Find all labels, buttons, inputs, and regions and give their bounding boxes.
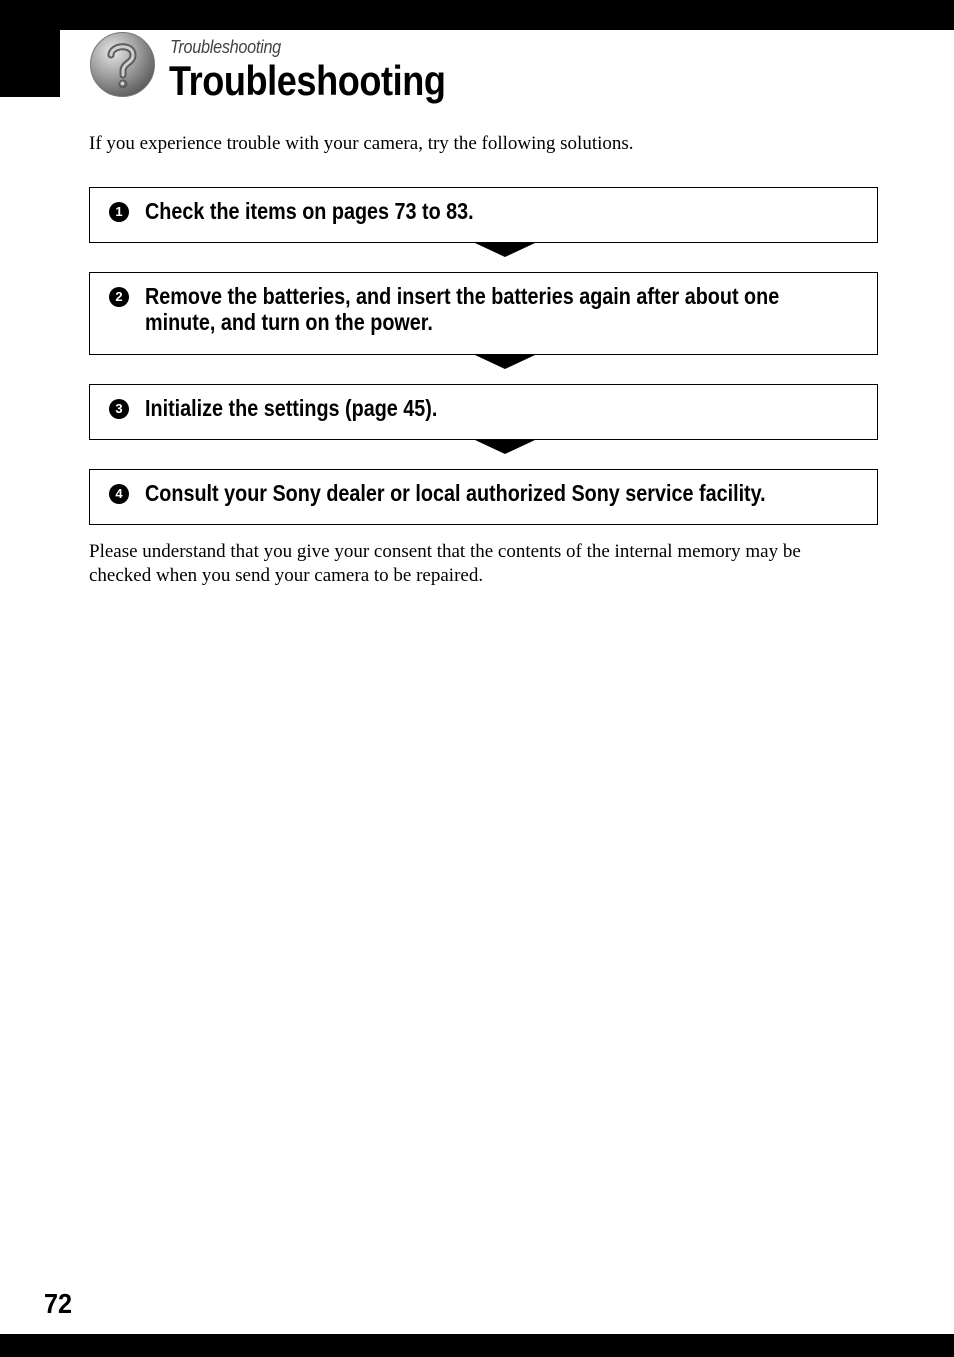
- flow-arrow-down: [475, 440, 535, 454]
- bottom-bar: [0, 1334, 954, 1357]
- step-1-box: [89, 187, 878, 243]
- step-number-badge: 2: [109, 287, 129, 307]
- section-tab: [0, 0, 60, 97]
- step-text: Check the items on pages 73 to 83.: [145, 198, 474, 224]
- breadcrumb: Troubleshooting: [170, 37, 281, 57]
- step-2-box: [89, 272, 878, 355]
- consent-note: Please understand that you give your consent that the contents of the internal memory may be checked when you send your camera to be repaired.: [89, 541, 801, 586]
- step-4-box: [89, 469, 878, 525]
- question-mark-icon: [89, 31, 156, 98]
- step-3-box: [89, 384, 878, 440]
- step-number-badge: 3: [109, 399, 129, 419]
- page-number: 72: [44, 1288, 73, 1319]
- step-number-badge: 1: [109, 202, 129, 222]
- step-text: Remove the batteries, and insert the batteries again after about one minute, and turn on the power.: [145, 283, 780, 335]
- flow-arrow-down: [475, 243, 535, 257]
- page-title: Troubleshooting: [169, 57, 446, 104]
- top-bar: [0, 0, 954, 30]
- step-text: Consult your Sony dealer or local authorized Sony service facility.: [145, 480, 766, 506]
- intro-text: If you experience trouble with your camera, try the following solutions.: [89, 133, 634, 154]
- step-number-badge: 4: [109, 484, 129, 504]
- step-text: Initialize the settings (page 45).: [145, 395, 438, 421]
- flow-arrow-down: [475, 355, 535, 369]
